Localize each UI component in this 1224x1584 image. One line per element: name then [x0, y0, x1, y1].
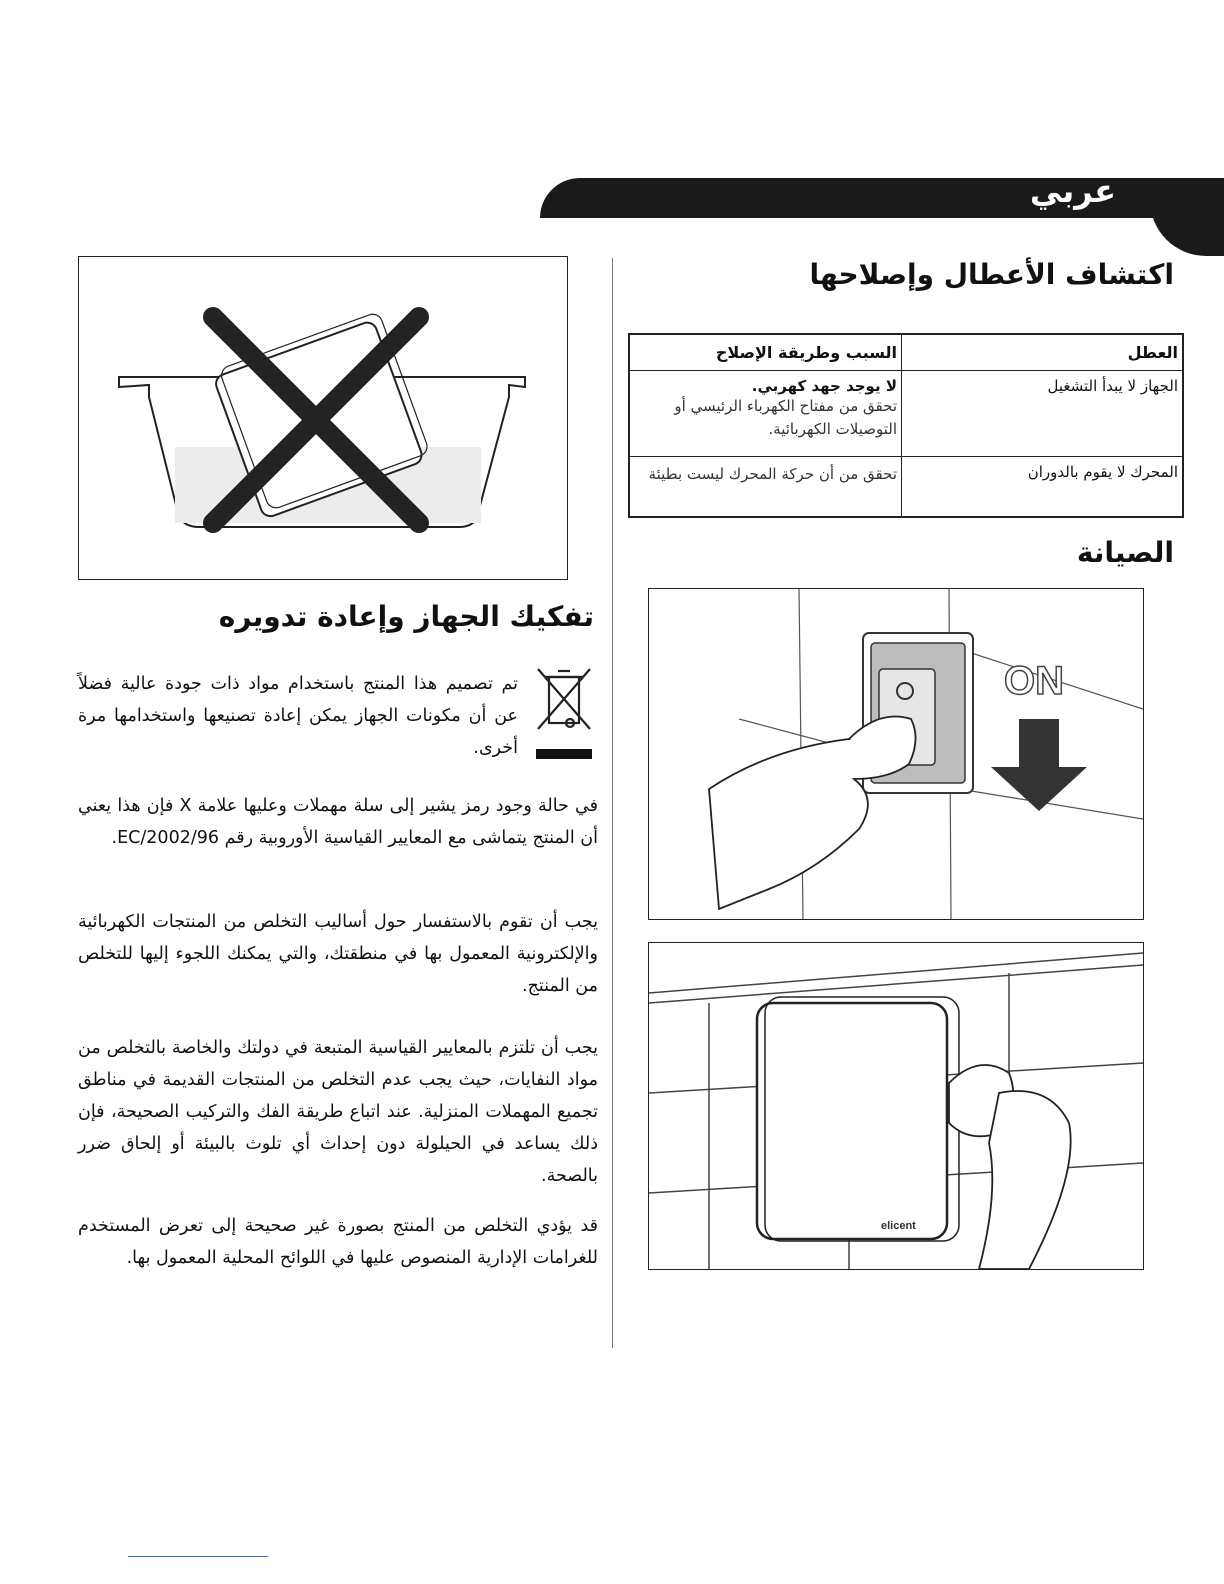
cause-cell: [629, 371, 902, 457]
cause-column-header: السبب وطريقة الإصلاح: [629, 334, 902, 371]
fault-cell: المحرك لا يقوم بالدوران: [902, 457, 1184, 517]
switch-drawing: [649, 589, 1143, 919]
brand-mark: elicent: [881, 1220, 916, 1232]
disposal-paragraph: في حالة وجود رمز يشير إلى سلة مهملات وعليها علامة X فإن هذا يعني أن المنتج يتماشى مع المعايير القياسية الأوروبية رقم EC/2002/96.: [78, 796, 598, 848]
switch-on-label: ON: [1004, 659, 1064, 703]
footer-line: [128, 1556, 268, 1557]
fault-cell: الجهاز لا يبدأ التشغيل: [902, 371, 1184, 457]
crossed-bin-icon: [534, 665, 594, 765]
troubleshooting-table: [628, 333, 1184, 518]
disposal-paragraph: يجب أن تلتزم بالمعايير القياسية المتبعة في دولتك والخاصة بالتخلص من مواد النفايات، حيث يجب عدم التخلص من المنتجات القديمة في مناطق تجميع المهملات المنزلية. عند اتباع طريقة الفك والتركيب الصحيحة، فإن ذلك يساعد في الحيلولة دون إحداث أي تلوث بالبيئة أو إلحاق ضرر بالصحة.: [78, 1038, 598, 1186]
column-divider: [612, 258, 613, 1348]
down-arrow-icon: [991, 719, 1087, 811]
disposal-paragraph: يجب أن تقوم بالاستفسار حول أساليب التخلص من المنتجات الكهربائية والإلكترونية المعمول بها في منطقتك، والتي يمكنك اللجوء إليها للتخلص من المنتج.: [78, 912, 598, 996]
cause-description: تحقق من مفتاح الكهرباء الرئيسي أو التوصيلات الكهربائية.: [674, 397, 897, 438]
cause-heading: لا يوجد جهد كهربي.: [751, 377, 897, 395]
cleaning-illustration: [648, 942, 1144, 1270]
maintenance-title: الصيانة: [1076, 536, 1174, 569]
cleaning-drawing: [649, 943, 1143, 1269]
troubleshooting-title: اكتشاف الأعطال وإصلاحها: [809, 258, 1174, 291]
table-row: [629, 457, 1183, 517]
language-tab: [540, 178, 1224, 218]
no-immersion-illustration: [78, 256, 568, 580]
language-tab-curve: [1150, 200, 1224, 256]
cause-description: تحقق من أن حركة المحرك ليست بطيئة: [648, 465, 897, 483]
table-header-row: [629, 334, 1183, 371]
switch-off-illustration: [648, 588, 1144, 920]
disposal-paragraph: قد يؤدي التخلص من المنتج بصورة غير صحيحة إلى تعرض المستخدم للغرامات الإدارية المنصوص عليها في اللوائح المحلية المعمول بها.: [78, 1216, 598, 1268]
disposal-title: تفكيك الجهاز وإعادة تدويره: [218, 600, 594, 633]
cause-cell: [629, 457, 902, 517]
fault-column-header: العطل: [902, 334, 1184, 371]
no-immersion-drawing: [79, 257, 567, 579]
table-row: [629, 371, 1183, 457]
disposal-intro: تم تصميم هذا المنتج باستخدام مواد ذات جودة عالية فضلاً عن أن مكونات الجهاز يمكن إعادة تصنيعها واستخدامها مرة أخرى.: [78, 674, 518, 758]
language-label: عربي: [1029, 172, 1116, 210]
